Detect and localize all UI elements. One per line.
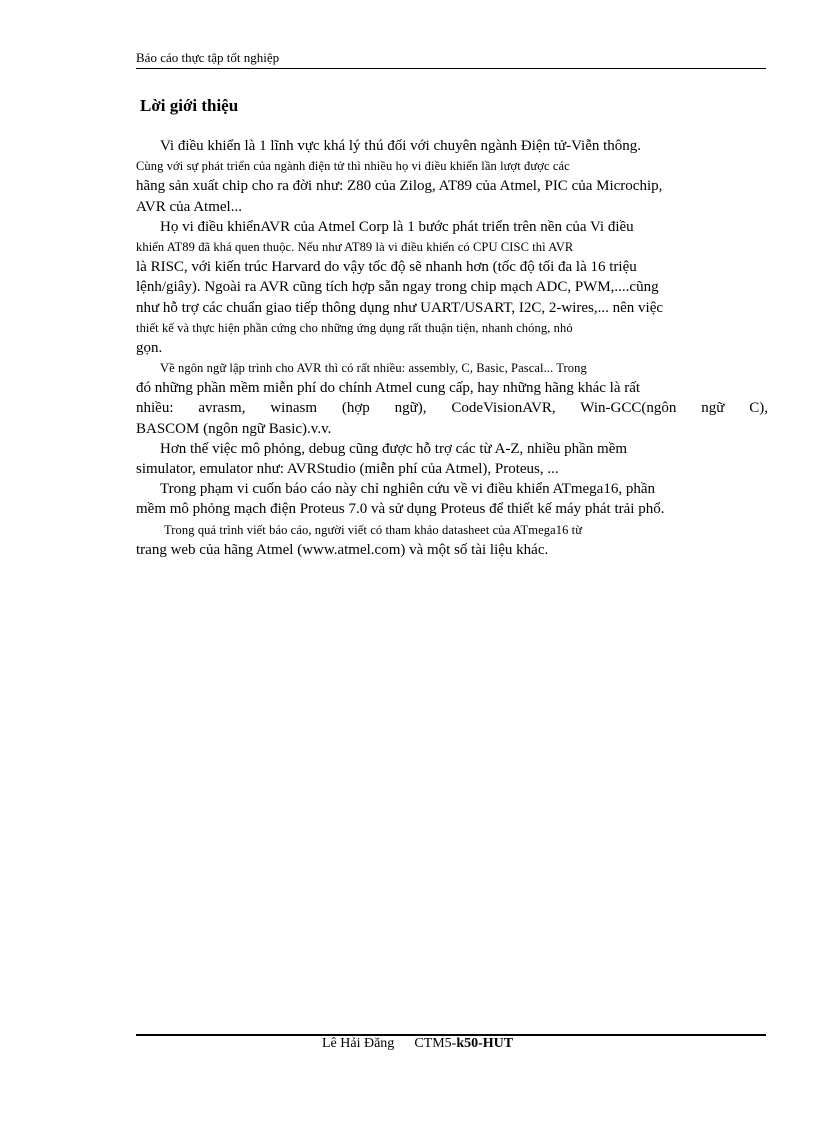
body-line: hãng sản xuất chip cho ra đời như: Z80 của Zilog, AT89 của Atmel, PIC của Microchip, [136,178,663,195]
body-line: Trong phạm vi cuốn báo cáo này chỉ nghiên cứu về vi điều khiển ATmega16, phần [160,481,655,498]
body-line: là RISC, với kiến trúc Harvard do vậy tốc độ sẽ nhanh hơn (tốc độ tối đa là 16 triệu [136,259,637,276]
page-header [136,50,766,69]
body-line: Về ngôn ngữ lập trình cho AVR thì có rất nhiều: assembly, C, Basic, Pascal... Trong [160,361,587,376]
body-line: lệnh/giây). Ngoài ra AVR cũng tích hợp sẵn ngay trong chip mạch ADC, PWM,....cũng [136,279,659,296]
body-line: Hơn thế việc mô phỏng, debug cũng được hỗ trợ các từ A-Z, nhiều phần mềm [160,440,628,457]
footer-author: Lê Hải Đăng [322,1036,395,1051]
body-line: đó những phần mềm miễn phí do chính Atmel cung cấp, hay những hãng khác là rất [136,380,641,397]
body-line: như hỗ trợ các chuẩn giao tiếp thông dụng như UART/USART, I2C, 2-wires,... nên việc [136,299,664,316]
body-line: simulator, emulator như: AVRStudio (miễn phí của Atmel), Proteus, ... [136,461,559,477]
body-line: AVR của Atmel... [136,198,242,215]
body-line: gọn. [136,339,163,356]
document-body [136,136,768,560]
footer-class-bold: k50-HUT [456,1036,514,1051]
body-line: thiết kế và thực hiện phần cứng cho những ứng dụng rất thuận tiện, nhanh chóng, nhỏ [136,320,573,335]
header-text: Báo cáo thực tập tốt nghiệp [136,50,280,65]
section-title: Lời giới thiệu [140,96,239,115]
body-line: trang web của hãng Atmel (www.atmel.com) và một số tài liệu khác. [136,541,549,558]
body-line: nhiều: avrasm, winasm (hợp ngữ), CodeVisionAVR, Win-GCC(ngôn ngữ C), [136,400,768,417]
body-line: mềm mô phỏng mạch điện Proteus 7.0 và sử dụng Proteus để thiết kế máy phát trải phổ. [136,501,665,518]
body-line: BASCOM (ngôn ngữ Basic).v.v. [136,420,332,437]
footer-class-prefix: CTM5- [414,1036,457,1051]
body-line: Cùng với sự phát triển của ngành điện tử thì nhiều họ vi điều khiển lần lượt được các [136,159,570,174]
body-line: Vi điều khiển là 1 lĩnh vực khá lý thú đối với chuyên ngành Điện tử-Viễn thông. [160,138,642,154]
page-footer [322,1036,513,1052]
body-line: Họ vi điều khiểnAVR của Atmel Corp là 1 bước phát triển trên nền của Vi điều [160,218,634,235]
body-line: khiển AT89 đã khá quen thuộc. Nếu như AT89 là vi điều khiển có CPU CISC thì AVR [136,239,574,254]
body-line: Trong quá trình viết báo cáo, người viết có tham khảo datasheet của ATmega16 từ [164,522,583,537]
